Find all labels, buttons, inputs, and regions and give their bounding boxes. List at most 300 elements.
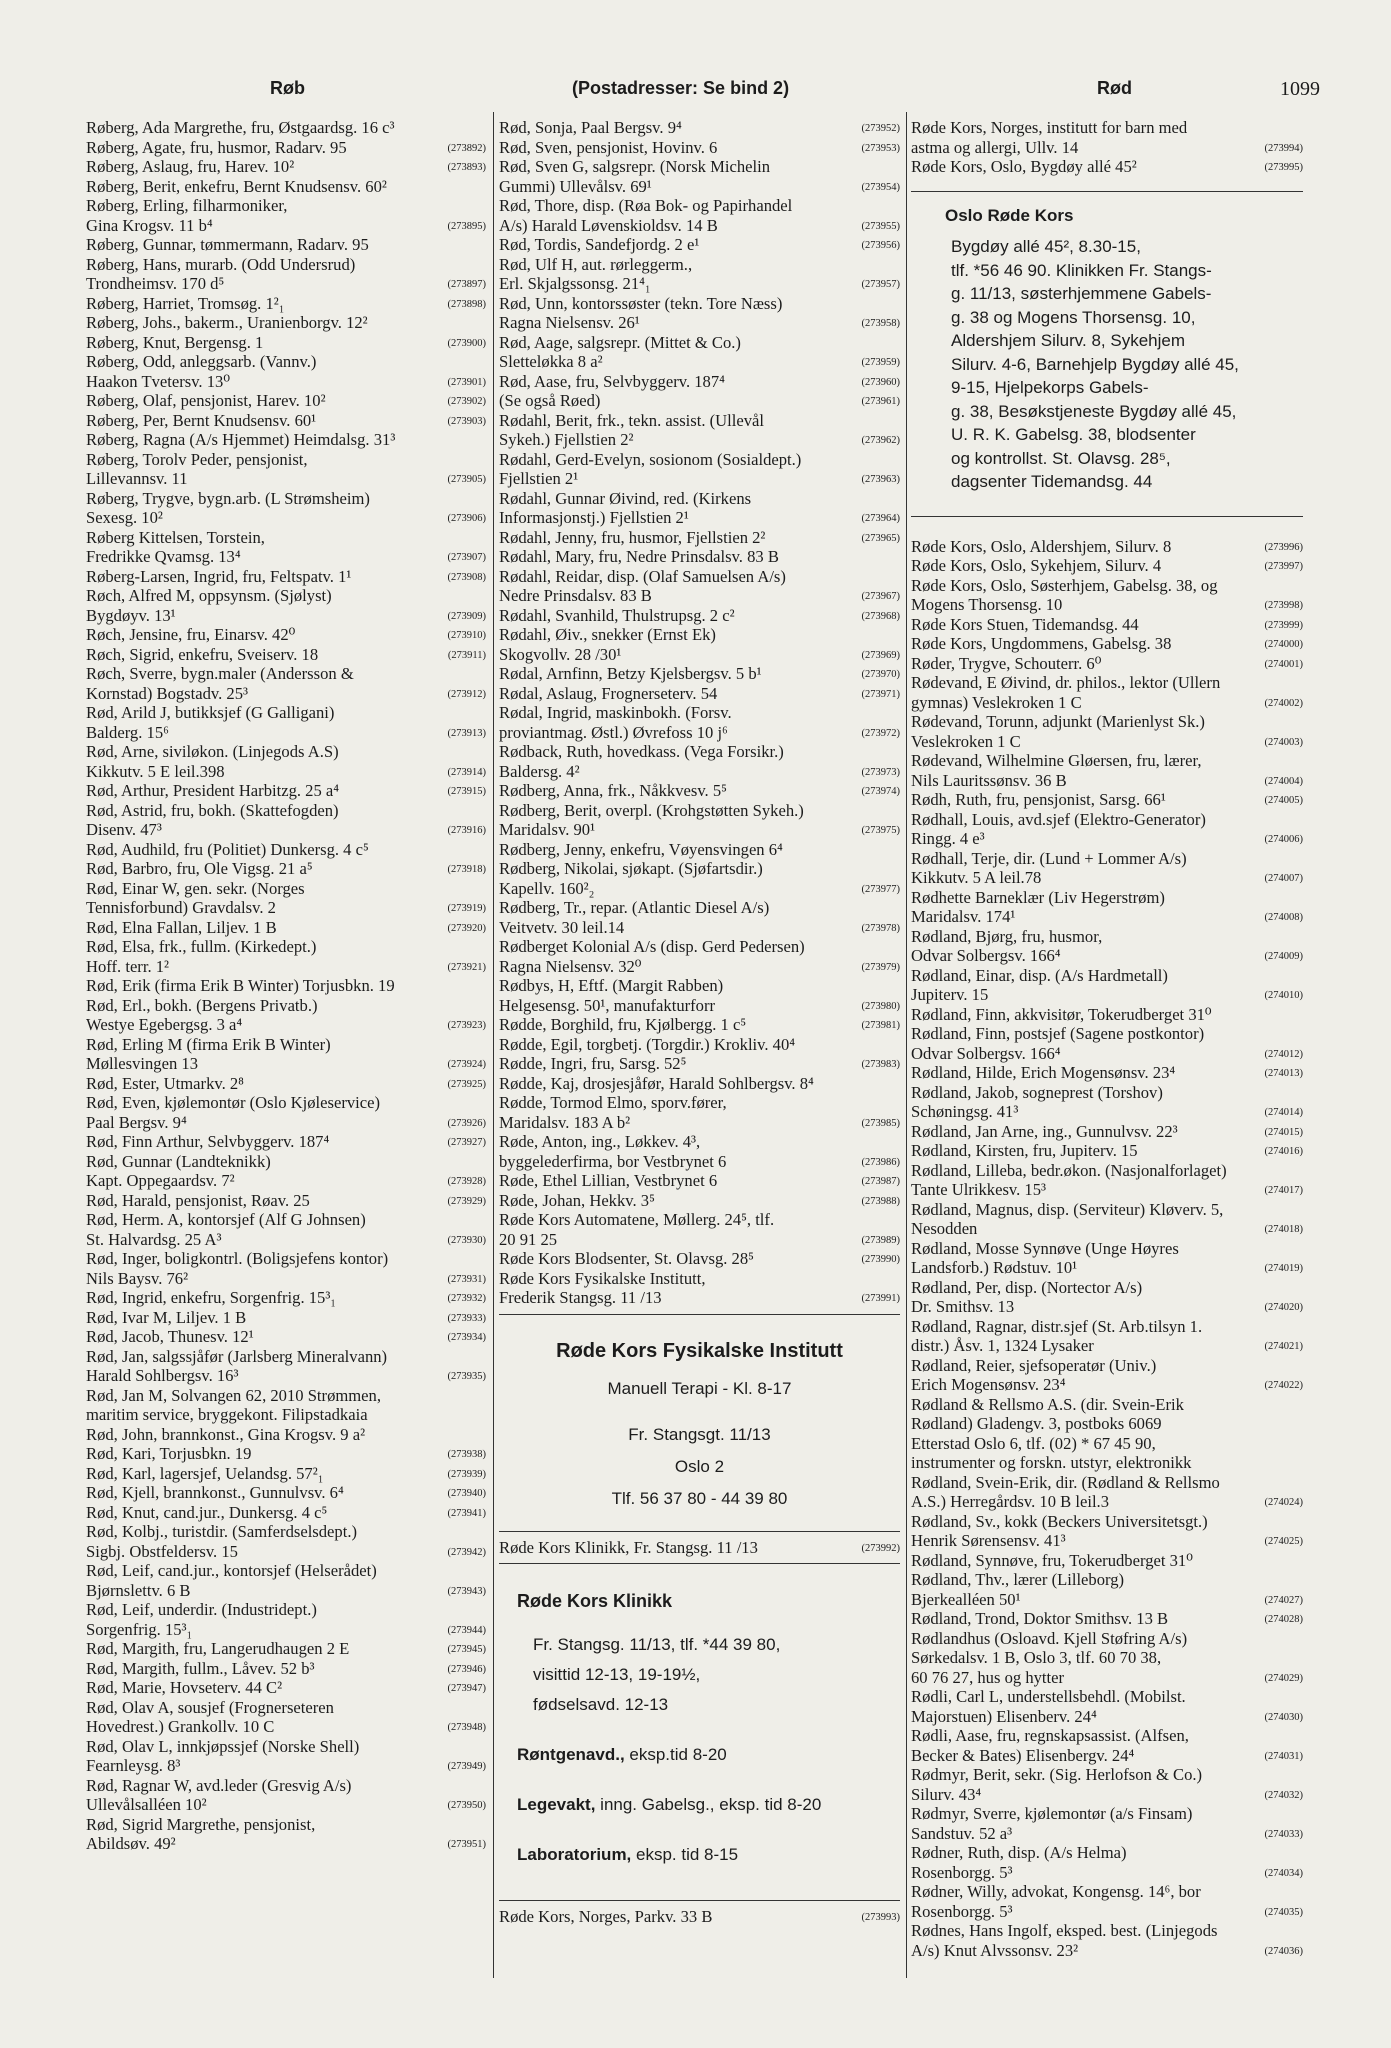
entry-number: (273998) <box>1264 600 1303 611</box>
directory-entry <box>911 1258 1303 1278</box>
entry-text: Rødland, Kirsten, fru, Jupiterv. 15 <box>911 1141 1138 1160</box>
entry-number: (273945) <box>447 1644 486 1655</box>
directory-entry <box>499 762 900 782</box>
entry-text: Rød, Aase, fru, Selvbyggerv. 187⁴ <box>499 371 725 391</box>
directory-entry <box>499 235 900 255</box>
entry-number: (273986) <box>861 1156 900 1168</box>
entry-text: Rødhall, Louis, avd.sjef (Elektro-Generator) <box>911 809 1206 829</box>
directory-entry <box>499 1015 900 1035</box>
entry-number: (273973) <box>861 766 900 778</box>
entry-text: Rødahl, Øiv., snekker (Ernst Ek) <box>499 625 716 644</box>
directory-entry <box>911 693 1303 713</box>
entry-number: (273965) <box>861 532 900 544</box>
entry-text: Rød, Margith, fru, Langerudhaugen 2 E <box>86 1639 350 1658</box>
directory-entry <box>911 634 1303 654</box>
entry-text: Rødahl, Berit, frk., tekn. assist. (Ullevål <box>499 410 764 430</box>
entry-text: Rødland, Jan Arne, ing., Gunnulvsv. 22³ <box>911 1121 1178 1141</box>
directory-entry <box>86 235 486 255</box>
entry-text: Røch, Jensine, fru, Einarsv. 42⁰ <box>86 625 296 644</box>
entry-text: 60 76 27, hus og hytter <box>911 1667 1065 1687</box>
entry-text: Rød, Knut, cand.jur., Dunkersg. 4 c⁵ <box>86 1502 328 1522</box>
directory-entry <box>499 898 900 918</box>
entry-text: Rødland, Einar, disp. (A/s Hardmetall) <box>911 965 1168 985</box>
entry-text: Balderg. 15⁶ <box>86 722 169 742</box>
entry-text: Rødli, Carl L, understellsbehdl. (Mobilst. <box>911 1687 1186 1706</box>
entry-text: Rødland & Rellsmo A.S. (dir. Svein-Erik <box>911 1394 1184 1414</box>
entry-number: (273946) <box>447 1663 486 1675</box>
entry-text: Rødland, Bjørg, fru, husmor, <box>911 926 1103 946</box>
directory-entry <box>86 703 486 723</box>
entry-text: Rød, Ulf H, aut. rørleggerm., <box>499 254 693 274</box>
directory-entry <box>86 352 486 372</box>
entry-text: Rød, Karl, lagersjef, Uelandsg. 57²₁ <box>86 1463 324 1483</box>
entry-number: (274006) <box>1264 834 1303 845</box>
entry-text: 20 91 25 <box>499 1229 558 1249</box>
entry-number: (273897) <box>447 279 486 290</box>
directory-entry <box>86 1347 486 1367</box>
entry-text: Hoff. terr. 1² <box>86 956 170 976</box>
ad-line: tlf. *56 46 90. Klinikken Fr. Stangs- <box>951 260 1212 280</box>
directory-entry <box>911 1902 1303 1922</box>
directory-entry <box>499 976 900 996</box>
directory-entry <box>86 625 486 645</box>
entry-text: Rødhette Barneklær (Liv Hegerstrøm) <box>911 887 1165 907</box>
entry-text: Schøningsg. 41³ <box>911 1102 1019 1121</box>
directory-entry <box>911 1200 1303 1220</box>
entry-number: (274036) <box>1264 1945 1303 1957</box>
directory-entry <box>86 1054 486 1074</box>
directory-entry <box>499 274 900 294</box>
directory-entry <box>86 1698 486 1718</box>
ad-line: dagsenter Tidemandsg. 44 <box>951 472 1153 491</box>
entry-number: (274025) <box>1264 1536 1303 1547</box>
entry-text: Rød, Ragnar W, avd.leder (Gresvig A/s) <box>86 1775 352 1795</box>
entry-number: (274000) <box>1264 639 1303 650</box>
directory-entry: Røde Kors Klinikk, Fr. Stangsg. 11 /13 (273992) <box>499 1537 900 1557</box>
entry-text: Rød, Ivar M, Liljev. 1 B <box>86 1307 247 1327</box>
column-1 <box>86 118 486 1854</box>
entry-text: Rødland, Hilde, Erich Mogensønsv. 23⁴ <box>911 1063 1176 1082</box>
directory-entry <box>86 1366 486 1386</box>
directory-entry <box>911 810 1303 830</box>
entry-text: Rød, Marie, Hovseterv. 44 C² <box>86 1678 283 1697</box>
entry-text: Rød, Arild J, butikksjef (G Galligani) <box>86 703 335 722</box>
directory-entry <box>86 567 486 587</box>
directory-entry <box>86 1015 486 1035</box>
directory-entry <box>86 1834 486 1854</box>
entry-text: A/s) Knut Alvssonsv. 23² <box>911 1940 1079 1960</box>
entry-text: Rødland, Ragnar, distr.sjef (St. Arb.tilsyn 1. <box>911 1316 1203 1336</box>
directory-entry <box>499 567 900 587</box>
entry-text: St. Halvardsg. 25 A³ <box>86 1229 222 1249</box>
directory-entry <box>499 801 900 821</box>
header-center: (Postadresser: Se bind 2) <box>572 78 790 98</box>
directory-entry <box>499 450 900 470</box>
directory-entry <box>911 1044 1303 1064</box>
entry-text: Rødal, Arnfinn, Betzy Kjelsbergsv. 5 b¹ <box>499 664 762 683</box>
entry-text: Rødland, Reier, sjefsoperatør (Univ.) <box>911 1355 1157 1375</box>
entry-text: Sorgenfrig. 15³₁ <box>86 1619 193 1639</box>
entry-text: Røberg, Gunnar, tømmermann, Radarv. 95 <box>86 235 369 254</box>
entry-text: Røde Kors Blodsenter, St. Olavsg. 28⁵ <box>499 1249 754 1268</box>
directory-entry <box>911 1551 1303 1571</box>
directory-entry <box>499 489 900 509</box>
entry-number: (273995) <box>1264 162 1303 173</box>
entry-text: Rød, Sven G, salgsrepr. (Norsk Michelin <box>499 157 771 176</box>
entry-text: Røder, Trygve, Schouterr. 6⁰ <box>911 653 1102 673</box>
directory-entry <box>86 1678 486 1698</box>
entry-text: Ringg. 4 e³ <box>911 829 985 848</box>
ad-label: Laboratorium, <box>517 1845 632 1864</box>
entry-number: (273988) <box>861 1195 900 1207</box>
entry-number: (273902) <box>447 396 486 407</box>
directory-entry <box>499 138 900 158</box>
entry-text: Rødh, Ruth, fru, pensjonist, Sarsg. 66¹ <box>911 790 1166 809</box>
entry-text: Røberg, Berit, enkefru, Bernt Knudsensv. 60² <box>86 176 387 196</box>
entry-number: (274014) <box>1264 1107 1303 1118</box>
entry-text: Rød, Harald, pensjonist, Røav. 25 <box>86 1190 310 1210</box>
entry-text: Rød, Audhild, fru (Politiet) Dunkersg. 4 c⁵ <box>86 839 369 859</box>
entry-number: (273999) <box>1264 619 1303 631</box>
entry-number: (274030) <box>1264 1711 1303 1723</box>
page-number: 1099 <box>1280 78 1320 100</box>
entry-number: (274020) <box>1264 1302 1303 1313</box>
entry-text: A/s) Harald Løvenskioldsv. 14 B <box>499 215 718 235</box>
entry-text: Røberg, Hans, murarb. (Odd Undersrud) <box>86 254 356 274</box>
ad-text: eksp.tid 8-20 <box>624 1745 727 1764</box>
entry-text: Rødland, Finn, akkvisitør, Tokerudberget 31⁰ <box>911 1004 1212 1024</box>
entry-text: Rød, Jan M, Solvangen 62, 2010 Strømmen, <box>86 1385 381 1405</box>
entry-number: (273898) <box>447 298 486 310</box>
header-left-keyword: Røb <box>270 78 305 98</box>
entry-text: Rødland, Finn, postsjef (Sagene postkontor) <box>911 1024 1205 1043</box>
entry-text: Ragna Nielsensv. 26¹ <box>499 313 640 332</box>
entry-number: (273924) <box>447 1059 486 1070</box>
entry-number: (273974) <box>861 786 900 797</box>
entry-text: Erl. Skjalgssonsg. 21⁴₁ <box>499 274 651 293</box>
directory-entry <box>86 313 486 333</box>
entry-text: Rødberg, Anna, frk., Nåkkvesv. 5⁵ <box>499 781 727 800</box>
ad-line: Fr. Stangsgt. 11/13 <box>628 1424 771 1444</box>
directory-entry <box>86 372 486 392</box>
directory-entry <box>499 1269 900 1289</box>
entry-text: Rødland, Trond, Doktor Smithsv. 13 B <box>911 1609 1169 1628</box>
entry-number: (273927) <box>447 1137 486 1148</box>
directory-entry <box>911 1492 1303 1512</box>
entry-text: Nils Lauritssønsv. 36 B <box>911 770 1067 790</box>
entry-number: (274012) <box>1264 1048 1303 1060</box>
directory-entry <box>499 937 900 957</box>
entry-number: (273961) <box>861 396 900 407</box>
directory-entry <box>911 1804 1303 1824</box>
entry-number: (273967) <box>861 591 900 602</box>
directory-entry <box>86 1542 486 1562</box>
directory-entry <box>911 1785 1303 1805</box>
directory-entry <box>911 1707 1303 1727</box>
entry-text: distr.) Åsv. 1, 1324 Lysaker <box>911 1336 1094 1355</box>
entry-text: Rødde, Kaj, drosjesjåfør, Harald Sohlbergsv. 8⁴ <box>499 1073 814 1093</box>
entry-text: Rødde, Ingri, fru, Sarsg. 52⁵ <box>499 1054 687 1073</box>
entry-number: (273914) <box>447 766 486 778</box>
entry-text: Rød, Arthur, President Harbitzg. 25 a⁴ <box>86 781 340 800</box>
entry-number: (274015) <box>1264 1126 1303 1138</box>
divider <box>911 191 1303 192</box>
entry-text: Ragna Nielsensv. 32⁰ <box>499 956 642 976</box>
directory-entry <box>911 1843 1303 1863</box>
directory-entry <box>911 1219 1303 1239</box>
directory-entry <box>911 1083 1303 1103</box>
entry-number: (274018) <box>1264 1224 1303 1235</box>
ad-title: Røde Kors Fysikalske Institutt <box>556 1339 843 1362</box>
entry-number: (273948) <box>447 1722 486 1733</box>
directory-entry <box>86 1815 486 1835</box>
entry-text: Westye Egebergsg. 3 a⁴ <box>86 1015 243 1034</box>
directory-entry <box>86 684 486 704</box>
entry-number: (273935) <box>447 1371 486 1382</box>
directory-entry <box>86 216 486 236</box>
entry-number: (273977) <box>861 883 900 895</box>
ad-kors-klinikk <box>499 1570 900 1880</box>
entry-number: (274022) <box>1264 1380 1303 1391</box>
entry-number: (273997) <box>1264 561 1303 572</box>
entry-number: (273947) <box>447 1683 486 1694</box>
directory-entry <box>499 1288 900 1308</box>
entry-text: Rød, Leif, cand.jur., kontorsjef (Helserådet) <box>86 1561 377 1580</box>
entry-text: Rødland, Jakob, sogneprest (Torshov) <box>911 1082 1163 1102</box>
entry-number: (273913) <box>447 727 486 739</box>
directory-entry <box>86 1132 486 1152</box>
entry-text: Rød, Olav L, innkjøpssjef (Norske Shell) <box>86 1736 360 1756</box>
entry-text: Røde Kors, Oslo, Sykehjem, Silurv. 4 <box>911 556 1162 575</box>
directory-entry <box>86 1561 486 1581</box>
entry-text: Rødberg, Tr., repar. (Atlantic Diesel A/s) <box>499 898 770 917</box>
entry-text: Tante Ulrikkesv. 15³ <box>911 1180 1046 1199</box>
entry-text: Rødevand, Torunn, adjunkt (Marienlyst Sk.) <box>911 712 1205 731</box>
entry-text: Røberg, Johs., bakerm., Uranienborgv. 12² <box>86 313 368 332</box>
directory-entry <box>86 1093 486 1113</box>
entry-number: (273938) <box>447 1449 486 1460</box>
directory-entry <box>499 1113 900 1133</box>
directory-entry <box>911 1414 1303 1434</box>
entry-text: Gina Krogsv. 11 b⁴ <box>86 215 213 235</box>
entry-number: (273957) <box>861 279 900 290</box>
directory-entry <box>911 1863 1303 1883</box>
entry-text: Rød, Arne, siviløkon. (Linjegods A.S) <box>86 742 339 761</box>
directory-entry <box>499 1230 900 1250</box>
directory-entry <box>86 820 486 840</box>
directory-entry <box>499 957 900 977</box>
entry-text: Fredrikke Qvamsg. 13⁴ <box>86 547 241 566</box>
directory-entry <box>911 1668 1303 1688</box>
directory-entry <box>86 1308 486 1328</box>
directory-entry <box>86 1483 486 1503</box>
entry-text: Lillevannsv. 11 <box>86 469 188 488</box>
directory-entry <box>86 957 486 977</box>
directory-entry <box>911 118 1303 138</box>
directory-entry <box>911 751 1303 771</box>
divider <box>499 1563 900 1564</box>
directory-entry <box>499 352 900 372</box>
entry-text: Rødahl, Jenny, fru, husmor, Fjellstien 2² <box>499 527 766 547</box>
entry-number: (273968) <box>861 610 900 622</box>
column-divider <box>906 112 907 1978</box>
entry-text: Møllesvingen 13 <box>86 1054 198 1073</box>
directory-entry <box>86 1503 486 1523</box>
directory-entry <box>86 1581 486 1601</box>
directory-entry <box>86 742 486 762</box>
entry-number: (273981) <box>861 1020 900 1031</box>
entry-text: Røde Kors Fysikalske Institutt, <box>499 1268 706 1288</box>
directory-entry <box>86 1600 486 1620</box>
entry-text: Helgesensg. 50¹, manufakturforr <box>499 995 716 1015</box>
directory-entry <box>86 1386 486 1406</box>
entry-text: Sandstuv. 52 a³ <box>911 1823 1013 1843</box>
entry-text: Erich Mogensønsv. 23⁴ <box>911 1375 1066 1394</box>
entry-text: Rød, Olav A, sousjef (Frognerseteren <box>86 1697 334 1717</box>
entry-text: byggelederfirma, bor Vestbrynet 6 <box>499 1151 727 1171</box>
directory-entry <box>911 556 1303 576</box>
directory-entry <box>86 1717 486 1737</box>
ad-title: Røde Kors Klinikk <box>517 1591 673 1611</box>
entry-text: Røde Kors, Oslo, Aldershjem, Silurv. 8 <box>911 536 1172 556</box>
entry-text: Nils Baysv. 76² <box>86 1268 189 1288</box>
entry-number: (273942) <box>447 1546 486 1558</box>
entry-text: Rød, Astrid, fru, bokh. (Skattefogden) <box>86 800 339 820</box>
entry-number: (273919) <box>447 903 486 914</box>
column-2 <box>499 118 900 1927</box>
entry-number: (273958) <box>861 318 900 329</box>
entry-number: (273954) <box>861 181 900 193</box>
entry-number: (273962) <box>861 435 900 446</box>
entry-number: (273911) <box>447 649 486 661</box>
entry-number: (273985) <box>861 1117 900 1129</box>
entry-text: Rød, Sonja, Paal Bergsv. 9⁴ <box>499 118 682 137</box>
directory-entry <box>911 537 1303 557</box>
ad-line: g. 38, Besøkstjeneste Bygdøy allé 45, <box>951 401 1237 421</box>
entry-number: (274009) <box>1264 951 1303 962</box>
directory-entry <box>86 1171 486 1191</box>
entry-text: Rød, Erl., bokh. (Bergens Privatb.) <box>86 995 318 1015</box>
entry-text: Kapellv. 160²₂ <box>499 878 595 898</box>
directory-entry <box>86 664 486 684</box>
directory-entry <box>499 840 900 860</box>
directory-entry <box>911 157 1303 177</box>
ad-line: 9-15, Hjelpekorps Gabels- <box>951 378 1149 397</box>
entry-text: Rødahl, Svanhild, Thulstrupsg. 2 c² <box>499 605 735 625</box>
entry-number: (273943) <box>447 1585 486 1597</box>
entry-number: (274027) <box>1264 1594 1303 1606</box>
entry-text: Maridalsv. 183 A b² <box>499 1112 631 1132</box>
directory-entry <box>86 1464 486 1484</box>
entry-number: (273906) <box>447 513 486 524</box>
entry-text: Røberg, Odd, anleggsarb. (Vannv.) <box>86 352 317 371</box>
entry-text: Rødahl, Gerd-Evelyn, sosionom (Sosialdept.) <box>499 449 802 469</box>
entry-number: (273925) <box>447 1078 486 1090</box>
entry-number: (273895) <box>447 220 486 232</box>
entry-number: (274021) <box>1264 1341 1303 1352</box>
directory-entry <box>911 1122 1303 1142</box>
directory-entry <box>911 615 1303 635</box>
entry-text: Rødland, Lilleba, bedr.økon. (Nasjonalforlaget) <box>911 1160 1227 1180</box>
entry-text: Rødberget Kolonial A/s (disp. Gerd Pedersen) <box>499 937 805 956</box>
entry-text: A.S.) Herregårdsv. 10 B leil.3 <box>911 1492 1110 1511</box>
ad-line: og kontrollst. St. Olavsg. 28⁵, <box>951 448 1171 468</box>
entry-number: (273928) <box>447 1176 486 1187</box>
entry-text: Rødevand, Wilhelmine Gløersen, fru, lærer, <box>911 751 1202 770</box>
entry-number: (273989) <box>861 1234 900 1246</box>
directory-entry <box>911 673 1303 693</box>
entry-text: Hovedrest.) Grankollv. 10 C <box>86 1717 275 1736</box>
entry-number: (274028) <box>1264 1614 1303 1625</box>
entry-text: Rødmyr, Sverre, kjølemontør (a/s Finsam) <box>911 1804 1193 1823</box>
directory-entry <box>499 1210 900 1230</box>
directory-entry <box>911 907 1303 927</box>
entry-text: Røde Kors, Oslo, Søsterhjem, Gabelsg. 38, og <box>911 575 1218 595</box>
ad-line: Silurv. 4-6, Barnehjelp Bygdøy allé 45, <box>951 354 1239 374</box>
directory-entry <box>911 1726 1303 1746</box>
entry-text: Nesodden <box>911 1219 978 1238</box>
directory-entry <box>499 1191 900 1211</box>
entry-number: (273931) <box>447 1273 486 1285</box>
directory-entry <box>86 1425 486 1445</box>
entry-text: Rød, Aage, salgsrepr. (Mittet & Co.) <box>499 332 741 352</box>
directory-entry <box>499 255 900 275</box>
entry-text: Rødevand, E Øivind, dr. philos., lektor (Ullern <box>911 673 1221 692</box>
entry-text: Rødahl, Reidar, disp. (Olaf Samuelsen A/s) <box>499 566 786 586</box>
directory-entry <box>911 1921 1303 1941</box>
entry-text: Rød, Tordis, Sandefjordg. 2 e¹ <box>499 235 700 254</box>
entry-number: (273912) <box>447 688 486 700</box>
directory-entry <box>86 1405 486 1425</box>
entry-text: Rødmyr, Berit, sekr. (Sig. Herlofson & Co.) <box>911 1765 1203 1784</box>
directory-entry <box>499 1152 900 1172</box>
directory-entry <box>499 586 900 606</box>
directory-entry <box>499 469 900 489</box>
entry-number: (273907) <box>447 552 486 563</box>
directory-entry <box>86 918 486 938</box>
entry-number: (273955) <box>861 220 900 232</box>
entry-text: Rød, Thore, disp. (Røa Bok- og Papirhandel <box>499 196 793 215</box>
directory-entry <box>911 1609 1303 1629</box>
directory-entry <box>86 1210 486 1230</box>
entry-text: Kapt. Oppegaardsv. 7² <box>86 1171 235 1190</box>
directory-entry <box>911 1570 1303 1590</box>
entry-text: Rød, Kari, Torjusbkn. 19 <box>86 1444 252 1463</box>
entry-text: Maridalsv. 90¹ <box>499 820 596 839</box>
directory-entry <box>86 157 486 177</box>
entry-text: Rød, Jacob, Thunesv. 12¹ <box>86 1327 254 1346</box>
entry-text: Røde Kors Automatene, Møllerg. 24⁵, tlf. <box>499 1210 775 1229</box>
entry-text: Trondheimsv. 170 d⁵ <box>86 274 225 293</box>
directory-entry <box>499 1171 900 1191</box>
entry-text: Rødberg, Berit, overpl. (Krohgstøtten Sykeh.) <box>499 800 804 820</box>
ad-line: fødselsavd. 12-13 <box>533 1695 669 1714</box>
divider <box>499 1314 900 1315</box>
directory-entry <box>86 528 486 548</box>
entry-number: (273923) <box>447 1020 486 1031</box>
entry-number: (273916) <box>447 825 486 836</box>
directory-entry <box>499 1132 900 1152</box>
entry-number: (274031) <box>1264 1750 1303 1762</box>
directory-entry <box>86 391 486 411</box>
entry-number: (273951) <box>447 1839 486 1850</box>
ad-line: Fr. Stangsg. 11/13, tlf. *44 39 80, <box>533 1635 781 1654</box>
directory-entry <box>911 732 1303 752</box>
entry-text: Røberg, Ada Margrethe, fru, Østgaardsg. 16 c³ <box>86 118 395 137</box>
ad-line: g. 11/13, søsterhjemmene Gabels- <box>951 284 1212 303</box>
directory-entry <box>911 1024 1303 1044</box>
entry-text: Rød, Erling M (firma Erik B Winter) <box>86 1034 331 1054</box>
